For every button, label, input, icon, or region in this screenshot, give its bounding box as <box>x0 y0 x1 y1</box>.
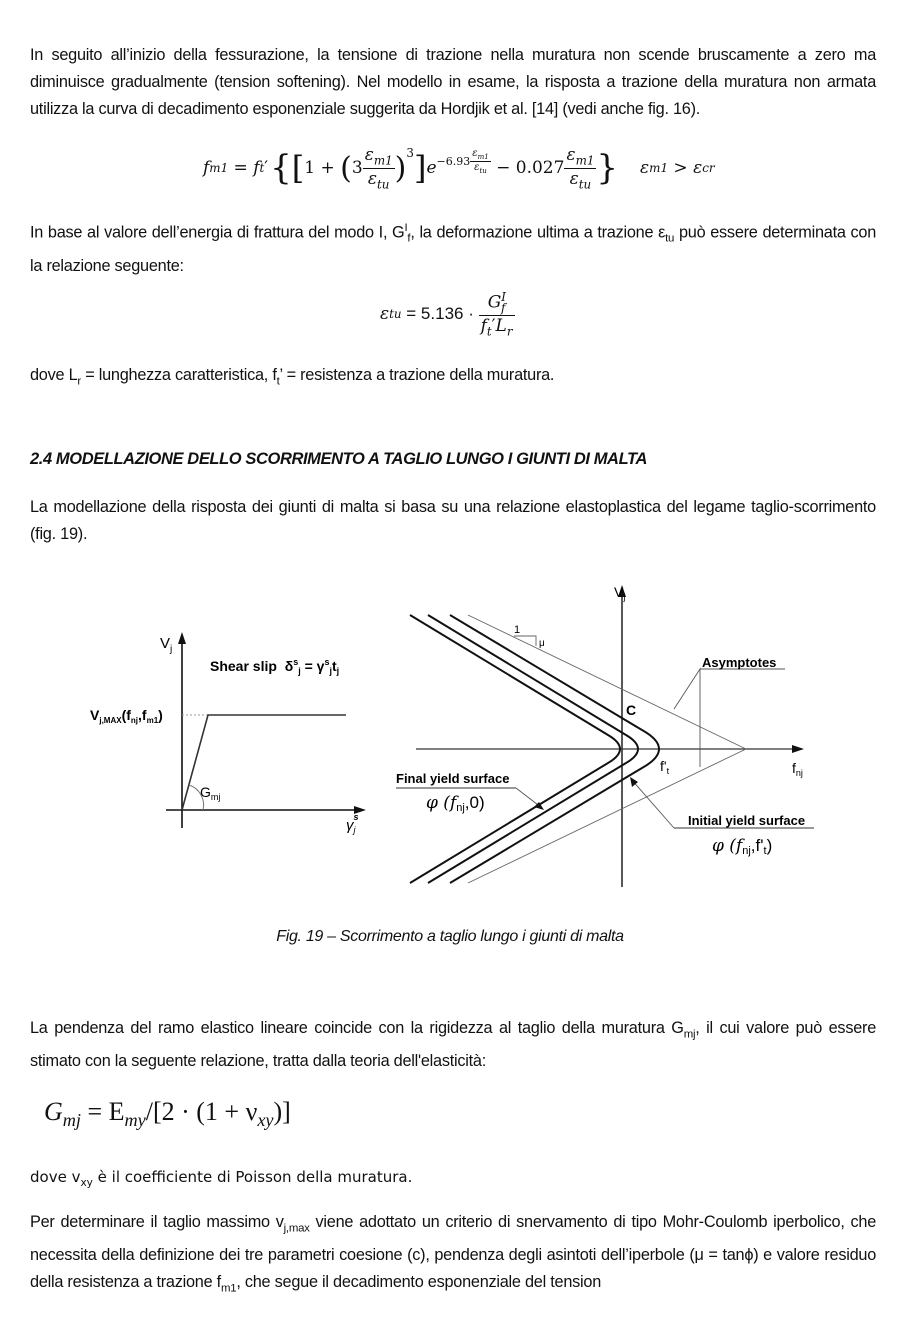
vmax-label: $V_{j,MAX}(f_{nj},f_{m1})$ <box>90 707 163 725</box>
shear-slip-title: Shear slip $\delta^s_j = \gamma^s_jt_j$ <box>210 657 340 676</box>
eq1-paren-close: ) <box>394 150 407 186</box>
p2-sub2: tu <box>665 232 675 245</box>
figure-yield-surface-diagram <box>390 575 830 895</box>
eq1-exp-den-sub: tu <box>479 167 487 175</box>
initial-yield-function: φ (fnj,f't) <box>712 836 773 857</box>
eq2-den-f: f <box>480 316 487 337</box>
eq1-frac-b-den: ε <box>569 168 579 189</box>
eq2-lhs: ε <box>380 304 390 325</box>
eq1-cond-rhs-sub: cr <box>702 161 715 175</box>
eq1-lhs: f <box>203 158 210 178</box>
initial-yield-label: Initial yield surface <box>688 813 806 828</box>
eq2-den-l-sub: r <box>506 324 513 339</box>
eq3-lhs-sub: mj <box>62 1110 81 1131</box>
eq1-ft-sub: t <box>259 161 265 175</box>
eq3-rhs-c: )] <box>273 1097 291 1126</box>
right-x-label: $f_{nj}$ <box>792 760 803 778</box>
eq1-cond-lhs: ε <box>640 158 650 178</box>
p7-text-b: viene adottato un criterio di snervamento di tipo Mohr-Coulomb iperbolico, che necessita della definizione dei tre parametri coesione (c), pendenza degli asintoti dell’iperbole (μ = tanϕ) e valore residuo della resistenza a trazione f <box>30 1213 876 1292</box>
final-yield-label: Final yield surface <box>396 771 510 786</box>
paragraph-poisson <box>30 1164 876 1197</box>
eq2-num-sub: f <box>501 301 506 316</box>
eq1-cond-op: > <box>668 158 694 178</box>
eq1-power: 3 <box>406 146 414 160</box>
paragraph-definitions <box>30 362 876 395</box>
p6-sub: xy <box>80 1177 93 1189</box>
upper-asymptote <box>468 615 746 749</box>
p7-sub: j,max <box>283 1222 310 1235</box>
left-y-axis-arrow <box>178 632 186 644</box>
p7-sub2: m1 <box>220 1282 237 1295</box>
eq1-fraction-b <box>564 145 596 191</box>
eq3-rhs-a: = E <box>80 1097 125 1126</box>
p2-text-c: può essere determinata con la relazione seguente: <box>30 223 877 275</box>
eq2-den-prime: ′ <box>491 316 496 337</box>
eq1-one-plus: 1 + <box>304 158 341 178</box>
p5-sub: mj <box>683 1028 696 1041</box>
figure-shear-slip-diagram <box>70 620 390 850</box>
p3-text-c: ’ = resistenza a trazione della muratura. <box>279 366 555 384</box>
asymptotes-label: Asymptotes <box>702 655 777 670</box>
asymptotes-leader <box>674 669 700 767</box>
figure-caption: Fig. 19 – Scorrimento a taglio lungo i giunti di malta <box>276 928 624 945</box>
eq1-exp-coef: −6.93 <box>436 155 471 168</box>
left-y-label: $V_j$ <box>160 635 173 655</box>
eq1-ft-prime: ′ <box>264 158 269 178</box>
eq1-exp-den: ε <box>474 162 480 173</box>
eq3-rhs-b: /[2 · (1 + ν <box>145 1097 258 1126</box>
eq1-paren-open: ( <box>340 150 352 186</box>
p2-sub: f <box>407 232 411 245</box>
p2-text-a: In base al valore dell’energia di frattura del modo I, G <box>30 223 405 242</box>
eq1-coef3: 3 <box>351 158 363 178</box>
section-heading: 2.4 MODELLAZIONE DELLO SCORRIMENTO A TAGLIO LUNGO I GIUNTI DI MALTA <box>30 450 647 468</box>
equation-hordijk-softening <box>203 142 715 194</box>
eq2-lhs-sub: tu <box>389 307 402 322</box>
eq1-brace-close: } <box>596 148 619 188</box>
p3-text-b: = lunghezza caratteristica, f <box>80 366 277 384</box>
p6-text-a: dove v <box>30 1168 81 1186</box>
p5-text-a: La pendenza del ramo elastico lineare coincide con la rigidezza al taglio della muratura G <box>30 1019 684 1037</box>
eq3-rhs-b-sub: xy <box>257 1110 274 1131</box>
eq2-den-l: L <box>495 316 507 337</box>
paragraph-tension-softening: In seguito all’inizio della fessurazione, la tensione di trazione nella muratura non scende bruscamente a zero ma diminuisce gradualmente (tension softening). Nel modello in esame, la risposta a trazione della muratura non armata utilizza la curva di decadimento esponenziale suggerita da Hordjik et al. [14] (vedi anche fig. 16). <box>30 46 876 118</box>
eq1-exponent <box>437 148 491 175</box>
eq1-frac-a-den: ε <box>367 168 378 189</box>
right-x-axis-arrow <box>792 745 804 753</box>
eq3-lhs: G <box>44 1097 63 1126</box>
eq2-fraction <box>479 290 515 338</box>
eq1-bracket-open: [ <box>291 149 305 187</box>
equation-shear-modulus <box>44 1097 291 1131</box>
eq1-ft: f <box>253 158 260 178</box>
eq2-num-sup: I <box>501 290 506 304</box>
eq1-cond-lhs-sub: m1 <box>649 161 669 175</box>
slope-triangle <box>514 636 536 646</box>
left-x-label: $\gamma^s$ j <box>346 812 359 835</box>
eq1-bracket-close: ] <box>413 149 427 187</box>
eq1-frac-b-num: ε <box>566 145 576 166</box>
p3-sub2: t <box>276 375 280 388</box>
eq2-den-f-sub: t <box>486 324 492 339</box>
p2-text-b: , la deformazione ultima a trazione ε <box>410 223 666 242</box>
eq1-cond-rhs: ε <box>693 158 703 178</box>
slope-mu-label: μ <box>539 638 545 649</box>
eq1-exp-base: e <box>426 158 437 178</box>
p3-text-a: dove L <box>30 366 78 384</box>
p6-text-b: è il coefficiente di Poisson della muratura. <box>92 1168 413 1186</box>
paragraph-shear-stiffness <box>30 1015 876 1075</box>
p3-sub: r <box>77 375 81 388</box>
p5-text-b: , il cui valore può essere stimato con la seguente relazione, tratta dalla teoria dell'elasticità: <box>30 1019 876 1071</box>
eq1-fraction-a <box>363 145 395 191</box>
eq1-frac-a-num: ε <box>364 145 374 166</box>
eq1-frac-a-den-sub: tu <box>377 176 390 191</box>
eq1-lhs-sub: m1 <box>209 161 229 175</box>
eq1-exp-num-sub: m1 <box>477 153 489 161</box>
slope-label: $G_{mj}$ <box>200 784 221 802</box>
p7-text-c: , che segue il decadimento esponenziale del tension <box>236 1273 602 1292</box>
eq1-minus-const: − 0.027 <box>490 158 565 178</box>
tensile-strength-label: $f'_t$ <box>660 758 670 776</box>
eq2-num: G <box>487 292 502 313</box>
paragraph-mohr-coulomb <box>30 1209 876 1303</box>
p2-sup: I <box>404 222 408 234</box>
eq1-frac-b-num-sub: m1 <box>575 153 595 168</box>
p7-text-a: Per determinare il taglio massimo v <box>30 1213 284 1231</box>
paragraph-fracture-energy <box>30 215 876 280</box>
cohesion-label: C <box>626 702 637 718</box>
right-y-label: $V_j$ <box>614 584 626 602</box>
eq1-frac-b-den-sub: tu <box>578 176 592 191</box>
equation-ultimate-strain <box>380 290 515 338</box>
slope-one-label: 1 <box>514 624 521 636</box>
eq1-exp-num: ε <box>472 148 478 159</box>
eq1-brace-open: { <box>270 148 292 188</box>
final-yield-function: φ (fnj,0) <box>426 793 485 814</box>
paragraph-mortar-joints: La modellazione della risposta dei giunti di malta si basa su una relazione elastoplastica del legame taglio-scorrimento (fig. 19). <box>30 498 876 543</box>
eq2-constant: = 5.136 · <box>401 304 479 324</box>
eq1-equals: = <box>228 158 254 178</box>
eq1-frac-a-num-sub: m1 <box>373 153 393 168</box>
eq3-rhs-a-sub: my <box>124 1110 146 1131</box>
